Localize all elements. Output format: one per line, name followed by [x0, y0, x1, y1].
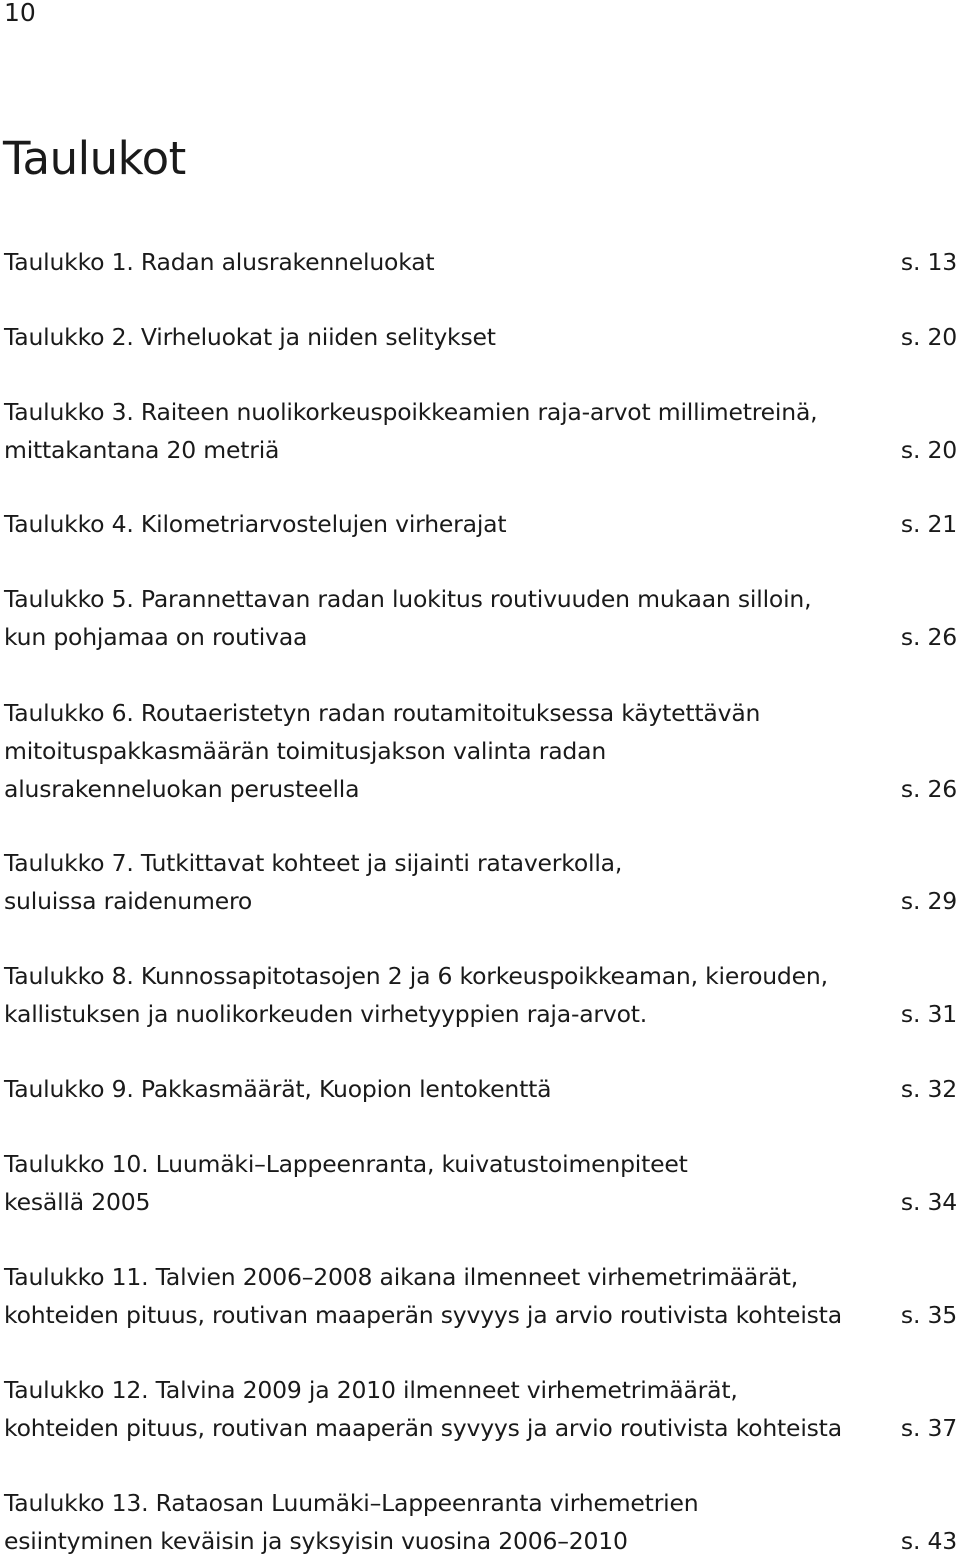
toc-entry-title: Taulukko 13. Rataosan Luumäki–Lappeenranta virhemetrien	[4, 1489, 699, 1517]
toc-entry-title: alusrakenneluokan perusteella	[4, 775, 360, 803]
toc-entry-page: s. 29	[900, 887, 957, 915]
toc-entry-page: s. 32	[900, 1075, 957, 1103]
toc-entry-page: s. 26	[900, 623, 957, 651]
page-title: Taulukot	[3, 132, 186, 185]
toc-entry-title: suluissa raidenumero	[4, 887, 253, 915]
toc-entry-title: mittakantana 20 metriä	[4, 436, 280, 464]
toc-entry-title: Taulukko 7. Tutkittavat kohteet ja sijainti rataverkolla,	[4, 849, 623, 877]
toc-entry-title: esiintyminen keväisin ja syksyisin vuosina 2006–2010	[4, 1527, 628, 1555]
toc-entry-title: kohteiden pituus, routivan maaperän syvyys ja arvio routivista kohteista	[4, 1414, 842, 1442]
toc-entry-title: kesällä 2005	[4, 1188, 151, 1216]
toc-entry-title: Taulukko 2. Virheluokat ja niiden selitykset	[4, 323, 496, 351]
toc-entry-title: Taulukko 11. Talvien 2006–2008 aikana ilmenneet virhemetrimäärät,	[4, 1263, 799, 1291]
toc-entry-title: kallistuksen ja nuolikorkeuden virhetyyppien raja-arvot.	[4, 1000, 648, 1028]
toc-entry-title: mitoituspakkasmäärän toimitusjakson valinta radan	[4, 737, 607, 765]
page-number: 10	[4, 0, 36, 27]
toc-entry-title: Taulukko 1. Radan alusrakenneluokat	[4, 248, 435, 276]
toc-entry-title: Taulukko 8. Kunnossapitotasojen 2 ja 6 korkeuspoikkeaman, kierouden,	[4, 962, 828, 990]
toc-entry-title: Taulukko 5. Parannettavan radan luokitus routivuuden mukaan silloin,	[4, 585, 812, 613]
toc-entry-page: s. 34	[900, 1188, 957, 1216]
toc-entry-title: Taulukko 9. Pakkasmäärät, Kuopion lentokenttä	[4, 1075, 552, 1103]
toc-entry-page: s. 20	[900, 436, 957, 464]
toc-entry-page: s. 43	[900, 1527, 957, 1555]
toc-entry-page: s. 26	[900, 775, 957, 803]
toc-entry-page: s. 20	[900, 323, 957, 351]
toc-entry-page: s. 35	[900, 1301, 957, 1329]
toc-entry-page: s. 13	[900, 248, 957, 276]
toc-entry-title: Taulukko 3. Raiteen nuolikorkeuspoikkeamien raja-arvot millimetreinä,	[4, 398, 818, 426]
toc-entry-page: s. 37	[900, 1414, 957, 1442]
toc-entry-title: Taulukko 12. Talvina 2009 ja 2010 ilmenneet virhemetrimäärät,	[4, 1376, 738, 1404]
toc-entry-title: kohteiden pituus, routivan maaperän syvyys ja arvio routivista kohteista	[4, 1301, 842, 1329]
toc-entry-title: kun pohjamaa on routivaa	[4, 623, 308, 651]
toc-entry-page: s. 21	[900, 510, 957, 538]
toc-entry-title: Taulukko 4. Kilometriarvostelujen virherajat	[4, 510, 507, 538]
toc-entry-title: Taulukko 10. Luumäki–Lappeenranta, kuivatustoimenpiteet	[4, 1150, 688, 1178]
toc-entry-title: Taulukko 6. Routaeristetyn radan routamitoituksessa käytettävän	[4, 699, 761, 727]
toc-entry-page: s. 31	[900, 1000, 957, 1028]
